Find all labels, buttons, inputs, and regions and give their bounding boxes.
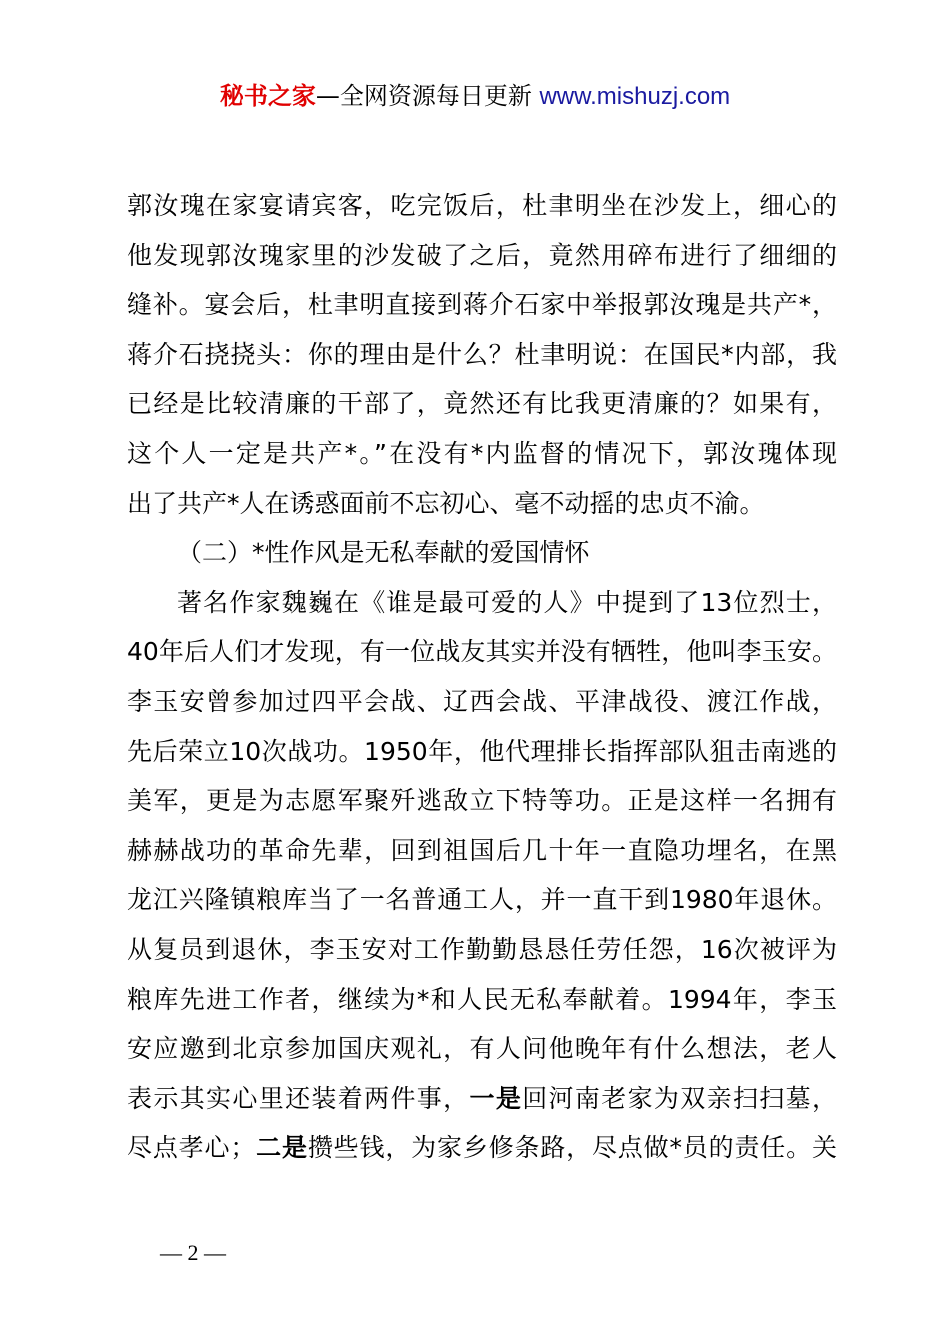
text-line: 已经是比较清廉的干部了，竟然还有比我更清廉的？如果有， xyxy=(127,389,837,419)
bold-marker: 一是 xyxy=(469,1083,523,1113)
document-body xyxy=(127,181,837,1173)
text-line: 这个人一定是共产*。”在没有*内监督的情况下，郭汝瑰体现 xyxy=(127,438,837,468)
text-line: 40年后人们才发现，有一位战友其实并没有牺牲，他叫李玉安。 xyxy=(127,637,837,667)
text-line: 从复员到退休，李玉安对工作勤勤恳恳任劳任怨，16次被评为 xyxy=(127,934,837,964)
site-header xyxy=(0,80,950,113)
text-line: 龙江兴隆镇粮库当了一名普通工人，并一直干到1980年退休。 xyxy=(127,885,837,915)
text-line: 粮库先进工作者，继续为*和人民无私奉献着。1994年，李玉 xyxy=(127,984,837,1014)
page-number: — 2 — xyxy=(160,1240,226,1265)
text-segment: 表示其实心里还装着两件事， xyxy=(127,1083,470,1113)
text-segment: 尽点孝心； xyxy=(127,1133,256,1163)
brand-name: 秘书之家 xyxy=(219,82,316,110)
section-heading: （二）*性作风是无私奉献的爱国情怀 xyxy=(177,538,590,568)
header-tagline: —全网资源每日更新 xyxy=(315,82,532,110)
bold-marker: 二是 xyxy=(255,1133,308,1163)
text-line: 赫赫战功的革命先辈，回到祖国后几十年一直隐功埋名，在黑 xyxy=(127,835,837,865)
text-segment: 攒些钱，为家乡修条路，尽点做*员的责任。关 xyxy=(307,1133,837,1163)
text-line: 著名作家魏巍在《谁是最可爱的人》中提到了13位烈士， xyxy=(177,587,837,617)
text-line xyxy=(127,1123,837,1173)
text-line: 安应邀到北京参加国庆观礼，有人问他晚年有什么想法，老人 xyxy=(127,1034,837,1064)
site-url[interactable]: www.mishuzj.com xyxy=(539,83,731,110)
text-line xyxy=(127,1074,837,1124)
text-line: 李玉安曾参加过四平会战、辽西会战、平津战役、渡江作战， xyxy=(127,686,837,716)
text-line: 缝补。宴会后，杜聿明直接到蒋介石家中举报郭汝瑰是共产*， xyxy=(127,290,837,320)
text-line: 出了共产*人在诱惑面前不忘初心、毫不动摇的忠贞不渝。 xyxy=(127,488,765,518)
text-line: 蒋介石挠挠头：你的理由是什么？杜聿明说：在国民*内部，我 xyxy=(127,339,837,369)
text-line: 郭汝瑰在家宴请宾客，吃完饭后，杜聿明坐在沙发上，细心的 xyxy=(127,191,837,220)
text-line: 他发现郭汝瑰家里的沙发破了之后，竟然用碎布进行了细细的 xyxy=(127,240,837,270)
text-line: 先后荣立10次战功。1950年，他代理排长指挥部队狙击南逃的 xyxy=(127,736,837,766)
text-line: 美军，更是为志愿军聚歼逃敌立下特等功。正是这样一名拥有 xyxy=(127,786,837,816)
text-segment: 回河南老家为双亲扫扫墓， xyxy=(522,1083,837,1113)
